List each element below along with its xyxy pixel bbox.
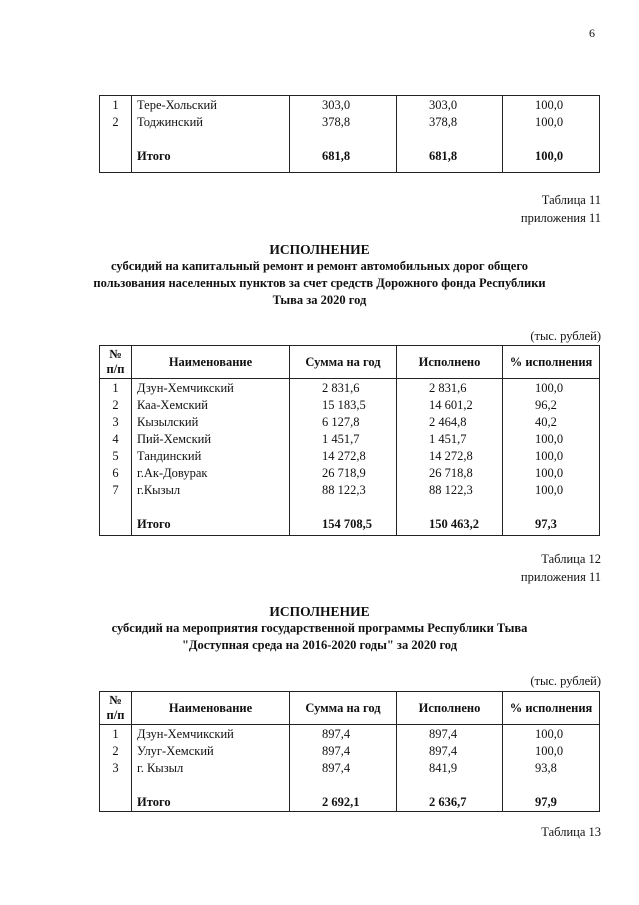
annual-sum: 378,8	[322, 115, 351, 129]
header-num-label: п/п	[106, 362, 125, 376]
header-name: Наименование	[132, 346, 290, 379]
header-percent: % исполнения	[503, 346, 600, 379]
district-name: Тандинский	[137, 449, 202, 463]
row-number: 5	[112, 449, 119, 463]
page-number: 6	[589, 26, 595, 40]
row-number: 2	[112, 115, 119, 129]
table-11-subtitle-line: пользования населенных пунктов за счет средств Дорожного фонда Республики	[93, 276, 546, 290]
table-12-subtitle-line: "Доступная среда на 2016-2020 годы" за 2020 год	[181, 638, 458, 652]
table-11-caption: Таблица 11	[541, 193, 601, 207]
percent-value: 100,0	[535, 115, 564, 129]
district-name: г. Кызыл	[137, 761, 184, 775]
table-12	[99, 691, 600, 812]
district-name: Улуг-Хемский	[137, 744, 214, 758]
total-annual-sum: 2 692,1	[322, 795, 360, 809]
executed-value: 14 272,8	[429, 449, 473, 463]
table-12-heading: ИСПОЛНЕНИЕ	[269, 604, 370, 619]
percent-value: 100,0	[535, 744, 564, 758]
row-number: 1	[112, 98, 119, 112]
row-number: 3	[112, 761, 119, 775]
header-percent: % исполнения	[503, 692, 600, 725]
percent-column	[503, 725, 600, 812]
row-number: 7	[112, 483, 119, 497]
executed-column	[397, 725, 503, 812]
row-number: 1	[112, 381, 119, 395]
table-11-appendix: приложения 11	[520, 211, 601, 225]
annual-sum: 303,0	[322, 98, 351, 112]
percent-value: 100,0	[535, 483, 564, 497]
district-name: г.Ак-Довурак	[137, 466, 208, 480]
name-column	[132, 725, 290, 812]
table-body-row	[100, 725, 600, 812]
total-percent: 100,0	[535, 149, 564, 163]
district-name: Дзун-Хемчикский	[137, 381, 234, 395]
executed-value: 1 451,7	[429, 432, 467, 446]
annual-sum: 2 831,6	[322, 381, 360, 395]
executed-column	[397, 379, 503, 536]
table-11-subtitle-line: Тыва за 2020 год	[272, 293, 367, 307]
total-label: Итого	[137, 517, 171, 531]
table-11-subtitle-line: субсидий на капитальный ремонт и ремонт автомобильных дорог общего	[111, 259, 528, 273]
header-annual-sum: Сумма на год	[290, 692, 397, 725]
annual-sum: 14 272,8	[322, 449, 366, 463]
num-column	[100, 725, 132, 812]
table-body-row	[100, 96, 600, 173]
total-executed: 2 636,7	[429, 795, 467, 809]
table-12-title	[0, 603, 639, 654]
executed-value: 2 464,8	[429, 415, 467, 429]
executed-value: 2 831,6	[429, 381, 467, 395]
table-11-heading: ИСПОЛНЕНИЕ	[269, 242, 370, 257]
row-number: 6	[112, 466, 119, 480]
total-annual-sum: 681,8	[322, 149, 351, 163]
executed-column	[397, 96, 503, 173]
header-annual-sum: Сумма на год	[290, 346, 397, 379]
district-name: Кызылский	[137, 415, 199, 429]
table-12-subtitle-line: субсидий на мероприятия государственной программы Республики Тыва	[111, 621, 528, 635]
executed-value: 378,8	[429, 115, 458, 129]
table-13-caption: Таблица 13	[541, 825, 601, 839]
percent-value: 93,8	[535, 761, 557, 775]
district-name: Пий-Хемский	[137, 432, 212, 446]
table-header-row	[100, 346, 600, 379]
executed-value: 897,4	[429, 744, 458, 758]
name-column	[132, 379, 290, 536]
district-name: Тоджинский	[137, 115, 203, 129]
total-percent: 97,3	[535, 517, 557, 531]
executed-value: 14 601,2	[429, 398, 473, 412]
percent-value: 100,0	[535, 432, 564, 446]
row-number: 4	[112, 432, 119, 446]
header-num-sign: №	[109, 347, 122, 361]
annual-sum: 897,4	[322, 727, 351, 741]
percent-value: 100,0	[535, 381, 564, 395]
percent-value: 100,0	[535, 449, 564, 463]
total-label: Итого	[137, 795, 171, 809]
continued-table	[99, 95, 600, 173]
annual-sum: 88 122,3	[322, 483, 366, 497]
num-column	[100, 96, 132, 173]
annual-sum: 15 183,5	[322, 398, 366, 412]
table-11-units: (тыс. рублей)	[530, 329, 601, 343]
percent-column	[503, 96, 600, 173]
annual-sum-column	[290, 725, 397, 812]
total-executed: 681,8	[429, 149, 458, 163]
header-executed: Исполнено	[397, 346, 503, 379]
table-header-row	[100, 692, 600, 725]
table-body-row	[100, 379, 600, 536]
annual-sum: 6 127,8	[322, 415, 360, 429]
district-name: Тере-Хольский	[137, 98, 217, 112]
total-label: Итого	[137, 149, 171, 163]
district-name: Дзун-Хемчикский	[137, 727, 234, 741]
table-11-title	[0, 241, 639, 309]
percent-value: 40,2	[535, 415, 557, 429]
header-num-label: п/п	[106, 708, 125, 722]
executed-value: 26 718,8	[429, 466, 473, 480]
table-11	[99, 345, 600, 536]
percent-column	[503, 379, 600, 536]
percent-value: 100,0	[535, 466, 564, 480]
executed-value: 88 122,3	[429, 483, 473, 497]
num-column	[100, 379, 132, 536]
executed-value: 841,9	[429, 761, 458, 775]
percent-value: 100,0	[535, 727, 564, 741]
district-name: Каа-Хемский	[137, 398, 208, 412]
name-column	[132, 96, 290, 173]
executed-value: 303,0	[429, 98, 458, 112]
header-num	[100, 346, 132, 379]
header-executed: Исполнено	[397, 692, 503, 725]
executed-value: 897,4	[429, 727, 458, 741]
total-executed: 150 463,2	[429, 517, 479, 531]
header-num-sign: №	[109, 693, 122, 707]
percent-value: 100,0	[535, 98, 564, 112]
row-number: 1	[112, 727, 119, 741]
total-annual-sum: 154 708,5	[322, 517, 372, 531]
row-number: 3	[112, 415, 119, 429]
header-name: Наименование	[132, 692, 290, 725]
table-12-caption: Таблица 12	[541, 552, 601, 566]
annual-sum: 897,4	[322, 744, 351, 758]
annual-sum: 897,4	[322, 761, 351, 775]
table-12-units: (тыс. рублей)	[530, 674, 601, 688]
annual-sum-column	[290, 96, 397, 173]
row-number: 2	[112, 744, 119, 758]
table-12-appendix: приложения 11	[520, 570, 601, 584]
percent-value: 96,2	[535, 398, 557, 412]
row-number: 2	[112, 398, 119, 412]
annual-sum: 1 451,7	[322, 432, 360, 446]
annual-sum-column	[290, 379, 397, 536]
district-name: г.Кызыл	[137, 483, 181, 497]
header-num	[100, 692, 132, 725]
total-percent: 97,9	[535, 795, 557, 809]
annual-sum: 26 718,9	[322, 466, 366, 480]
